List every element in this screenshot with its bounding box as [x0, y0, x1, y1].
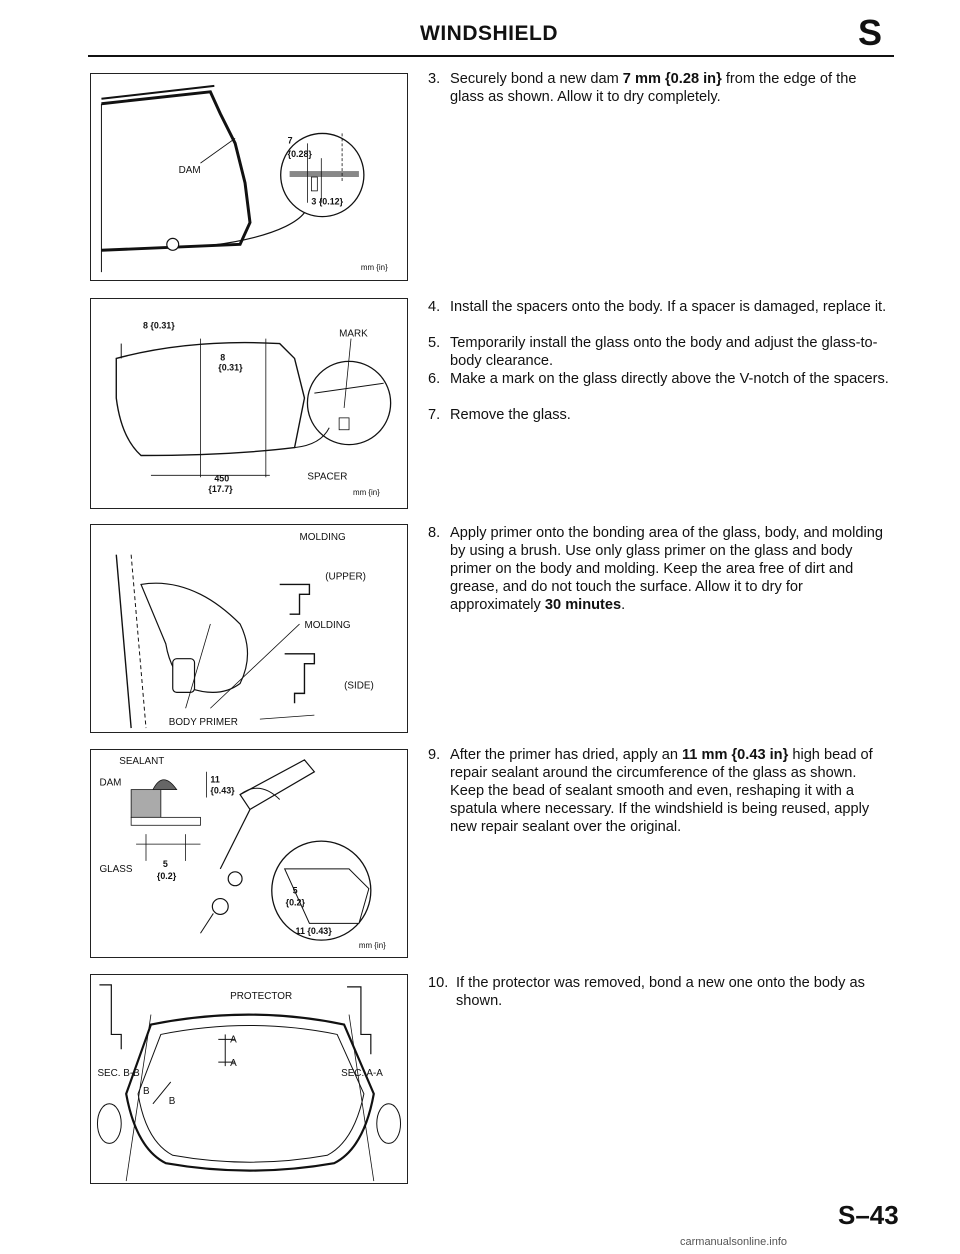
sec-aa-label: SEC. A-A	[341, 1068, 383, 1080]
dim-11: 11	[210, 774, 220, 785]
section-a-upper: A	[230, 1034, 237, 1046]
dim-02: {0.2}	[156, 870, 177, 881]
figure-dam	[90, 73, 408, 281]
dam-illustration	[91, 74, 407, 280]
section-b-lower: B	[168, 1095, 176, 1107]
unit-label: mm {in}	[358, 941, 386, 951]
step-number: 7.	[428, 407, 441, 423]
primer-illustration	[91, 525, 407, 732]
watermark: carmanualsonline.info	[680, 1236, 788, 1248]
step-text: Temporarily install the glass onto the body and adjust the glass-to-body clearance.	[450, 335, 878, 369]
dim-177: {17.7}	[208, 484, 233, 495]
step-text: Securely bond a new dam 7 mm {0.28 in} from the edge of the glass as shown. Allow it to dry completely.	[450, 71, 857, 105]
protector-label: PROTECTOR	[230, 990, 293, 1002]
glass-label: GLASS	[99, 863, 133, 875]
step-number: 6.	[428, 371, 441, 387]
step-4	[428, 298, 893, 316]
page-header-title: WINDSHIELD	[420, 22, 558, 45]
figure-primer	[90, 524, 408, 733]
dim-450: 450	[214, 473, 230, 484]
step-number: 8.	[428, 525, 441, 541]
section-letter: S	[858, 12, 883, 53]
step-text: After the primer has dried, apply an 11 mm {0.43 in} high bead of repair sealant around the circumference of the glass as shown. Keep the bead of sealant smooth and even, reshaping it with a spatula where necessary. If the windshield is being reused, apply new repair sealant over the original.	[450, 747, 873, 835]
unit-label: mm {in}	[353, 488, 380, 498]
dim-3: 3 {0.12}	[311, 196, 344, 207]
spacer-label: SPACER	[307, 471, 348, 483]
step-number: 10.	[428, 975, 449, 991]
section-b-upper: B	[143, 1085, 150, 1097]
section-a-lower: A	[230, 1058, 237, 1070]
dim-7: 7	[287, 135, 293, 146]
upper-label: (UPPER)	[325, 571, 366, 583]
figure-protector	[90, 974, 408, 1184]
step-number: 3.	[428, 71, 441, 87]
step-6	[428, 370, 893, 388]
molding-label-2: MOLDING	[304, 620, 351, 632]
step-text: Remove the glass.	[450, 407, 571, 423]
step-text: Install the spacers onto the body. If a spacer is damaged, replace it.	[450, 299, 887, 315]
step-9	[428, 746, 893, 836]
dim-5: 5	[162, 858, 168, 869]
page-number: S–43	[838, 1200, 899, 1230]
step-text: If the protector was removed, bond a new one onto the body as shown.	[456, 975, 865, 1009]
molding-label-1: MOLDING	[299, 531, 346, 543]
sealant-illustration	[91, 750, 407, 957]
step-10	[428, 974, 893, 1010]
step-8	[428, 524, 893, 614]
dim-028: {0.28}	[287, 149, 312, 160]
spacer-illustration	[91, 299, 407, 508]
step-number: 9.	[428, 747, 441, 763]
step-3	[428, 70, 893, 106]
circle-dim-02: {0.2}	[285, 897, 305, 908]
unit-label: mm {in}	[360, 263, 388, 273]
dim-043: {0.43}	[210, 785, 235, 796]
mark-label: MARK	[339, 328, 368, 340]
circle-dim-11: 11 {0.43}	[295, 926, 332, 937]
spacing-top-label: 8 {0.31}	[143, 320, 175, 331]
step-number: 4.	[428, 299, 441, 315]
dim-031: {0.31}	[218, 362, 243, 373]
protector-illustration	[91, 975, 407, 1183]
step-text: Apply primer onto the bonding area of the glass, body, and molding by using a brush. Use only glass primer on the glass and body primer on the body and molding. Keep the area free of dirt and grease, and do not touch the surface. Allow it to dry for approximately 30 minutes.	[450, 525, 883, 613]
circle-dim-5: 5	[292, 885, 298, 896]
figure-sealant	[90, 749, 408, 958]
side-label: (SIDE)	[344, 680, 374, 692]
step-text: Make a mark on the glass directly above the V-notch of the spacers.	[450, 371, 889, 387]
step-5	[428, 334, 893, 370]
step-number: 5.	[428, 335, 441, 351]
body-primer-label: BODY PRIMER	[168, 717, 238, 729]
figure-spacers	[90, 298, 408, 509]
header-rule	[88, 55, 894, 57]
dim-8: 8	[220, 352, 226, 363]
step-7	[428, 406, 893, 424]
sec-bb-label: SEC. B-B	[97, 1068, 140, 1080]
sealant-label: SEALANT	[119, 755, 165, 767]
dam-label: DAM	[99, 777, 122, 789]
dam-label: DAM	[178, 165, 201, 177]
